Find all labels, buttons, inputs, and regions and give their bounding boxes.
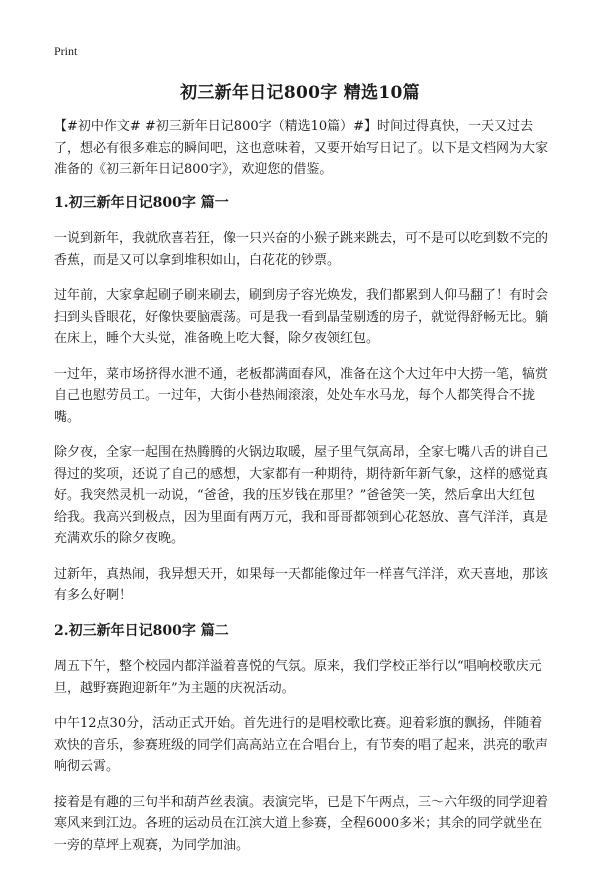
paragraph: 一过年，菜市场挤得水泄不通，老板都满面春风，准备在这个大过年中大捞一笔，犒赏自己也慰劳员工。一过年，大街小巷热闹滚滚，处处车水马龙，每个人都笑得合不拢嘴。	[54, 366, 549, 425]
page-title: 初三新年日记800字 精选10篇	[180, 83, 420, 103]
paragraph: 周五下午，整个校园内都洋溢着喜悦的气氛。原来，我们学校正举行以“唱响校歌庆元旦，越野赛跑迎新年”为主题的庆祝活动。	[54, 659, 542, 696]
section-heading-2: 2.初三新年日记800字 篇二	[54, 622, 229, 639]
print-link[interactable]: Print	[54, 44, 78, 58]
section-heading-1: 1.初三新年日记800字 篇一	[54, 194, 229, 211]
article-body	[54, 116, 548, 870]
paragraph: 接着是有趣的三句半和葫芦丝表演。表演完毕，已是下午两点，三～六年级的同学迎着寒风来到江边。各班的运动员在江滨大道上参赛，全程6000多米；其余的同学就坐在一旁的草坪上观赛，为同学加油。	[54, 794, 549, 853]
paragraph: 过新年，真热闹，我异想天开，如果每一天都能像过年一样喜气洋洋，欢天喜地，那该有多么好啊！	[54, 566, 549, 603]
intro-paragraph: 【#初中作文# #初三新年日记800字（精选10篇）#】时间过得真快，一天又过去了，想必有很多难忘的瞬间吧，这也意味着，又要开始写日记了。以下是文档网为大家准备的《初三新年日记800字》，欢迎您的借鉴。	[54, 119, 549, 177]
paragraph: 除夕夜，全家一起围在热腾腾的火锅边取暖，屋子里气氛高昂，全家七嘴八舌的讲自己得过的奖项，还说了自己的感想，大家都有一种期待，期待新年新气象，这样的感觉真好。我突然灵机一动说，“爸爸，我的压岁钱在那里？”爸爸笑一笑，然后拿出大红包给我。我高兴到极点，因为里面有两万元，我和哥哥都领到心花怒放、喜气洋洋，真是充满欢乐的除夕夜晚。	[54, 445, 549, 546]
paragraph: 中午12点30分，活动正式开始。首先进行的是唱校歌比赛。迎着彩旗的飘扬，伴随着欢快的音乐，参赛班级的同学们高高站立在合唱台上，有节奏的唱了起来，洪亮的歌声响彻云霄。	[54, 716, 549, 774]
paragraph: 一说到新年，我就欣喜若狂，像一只兴奋的小猴子跳来跳去，可不是可以吃到数不完的香蕉，而是又可以拿到堆积如山，白花花的钞票。	[54, 231, 549, 268]
paragraph: 过年前，大家拿起刷子刷来刷去，刷到房子容光焕发，我们都累到人仰马翻了！有时会扫到头昏眼花，好像快要脑震荡。可是我一看到晶莹剔透的房子，就觉得舒畅无比。躺在床上，睡个大头觉，准备晚上吃大餐，除夕夜领红包。	[54, 288, 549, 346]
